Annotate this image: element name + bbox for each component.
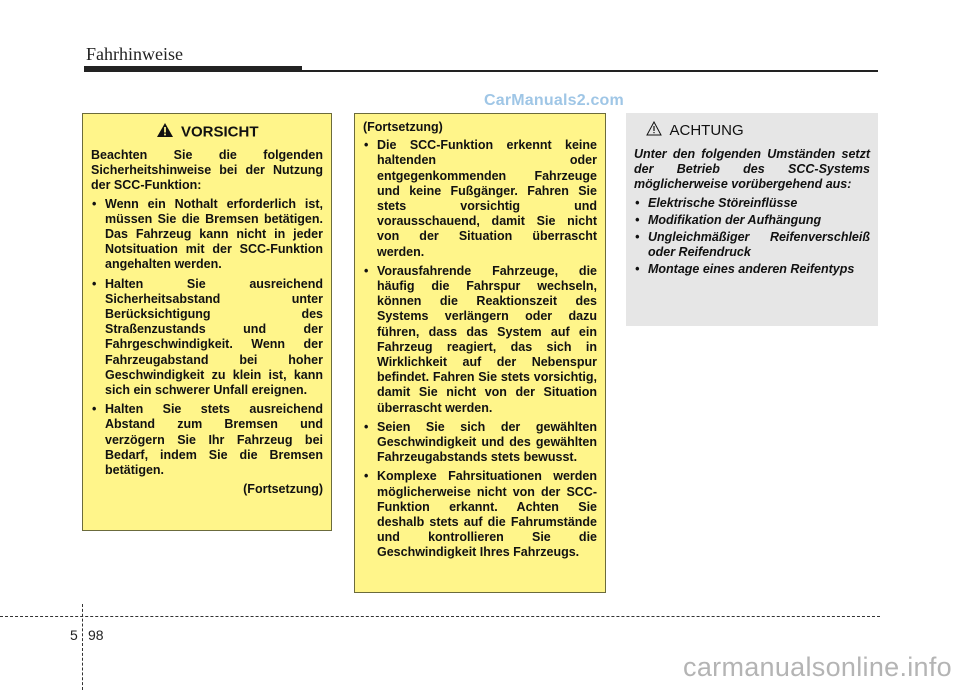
caution-title-row (91, 122, 323, 144)
watermark-top[interactable]: CarManuals2.com (484, 92, 624, 109)
list-item: • Ungleichmäßiger Reifenverschleiß oder Reifendruck (634, 230, 870, 260)
warning-triangle-icon (156, 122, 174, 142)
continued-heading: (Fortsetzung) (363, 120, 443, 134)
list-item: • Die SCC-Funktion erkennt keine haltenden oder entgegenkommenden Fahrzeuge und keine Fußgänger. Fahren Sie stets vorsichtig und vorausschauend, damit Sie nicht von der Situation überrascht werden. (363, 138, 597, 260)
list-item: • Komplexe Fahrsituationen werden möglicherweise nicht von der SCC-Funktion erkannt. Achten Sie deshalb stets auf die Fahrumstände und kontrollieren Sie die Geschwindigkeit Ihres Fahrzeugs. (363, 469, 597, 560)
list-item: • Halten Sie ausreichend Sicherheitsabstand unter Berücksichtigung des Straßenzustands und der Fahrgeschwindigkeit. Wenn der Fahrzeugabstand bei hoher Geschwindigkeit zu klein ist, kann sich ein schwerer Unfall ereignen. (91, 277, 323, 399)
page-number: 98 (88, 627, 104, 643)
caution-box (82, 113, 332, 531)
continued-label: (Fortsetzung) (243, 482, 323, 497)
list-item: • Modifikation der Aufhängung (634, 213, 870, 228)
notice-box (626, 113, 878, 326)
watermark-bottom[interactable]: carmanualsonline.info (683, 652, 952, 682)
list-item: • Elektrische Störeinflüsse (634, 196, 870, 211)
chapter-number: 5 (70, 627, 78, 643)
list-item: • Halten Sie stets ausreichend Abstand zum Bremsen und verzögern Sie Ihr Fahrzeug bei Bedarf, indem Sie die Bremsen betätigen. (91, 402, 323, 478)
footer-rule (0, 616, 880, 617)
caution-list (91, 197, 323, 479)
continued-box (354, 113, 606, 593)
caution-title: VORSICHT (180, 123, 259, 141)
notice-list (634, 196, 870, 278)
header-rule (84, 70, 878, 72)
list-item: • Seien Sie sich der gewählten Geschwindigkeit und des gewählten Fahrzeugabstands stets bewusst. (363, 420, 597, 466)
header-title: Fahrhinweise (86, 44, 183, 64)
notice-intro: Unter den folgenden Umständen setzt der Betrieb des SCC-Systems möglicherweise vorübergehend aus: (634, 147, 870, 192)
list-item: • Vorausfahrende Fahrzeuge, die häufig die Fahrspur wechseln, können die Reaktionszeit des Systems verlängern oder dazu führen, dass das System auf ein Fahrzeug reagiert, das sich in Wirklichkeit auf der Nebenspur befindet. Fahren Sie stets vorsichtig, damit Sie nicht von der Situation überrascht werden. (363, 264, 597, 416)
list-item: • Montage eines anderen Reifentyps (634, 262, 870, 277)
warning-triangle-outline-icon (646, 121, 662, 140)
caution-intro: Beachten Sie die folgenden Sicherheitshinweise bei der Nutzung der SCC-Funktion: (91, 148, 323, 193)
footer-divider (82, 604, 83, 690)
continued-list (363, 138, 597, 560)
list-item: • Wenn ein Nothalt erforderlich ist, müssen Sie die Bremsen betätigen. Das Fahrzeug kann nicht in jeder Notsituation mit der SCC-Funktion angehalten werden. (91, 197, 323, 273)
notice-title: ACHTUNG (669, 122, 744, 139)
notice-title-row (634, 121, 870, 143)
